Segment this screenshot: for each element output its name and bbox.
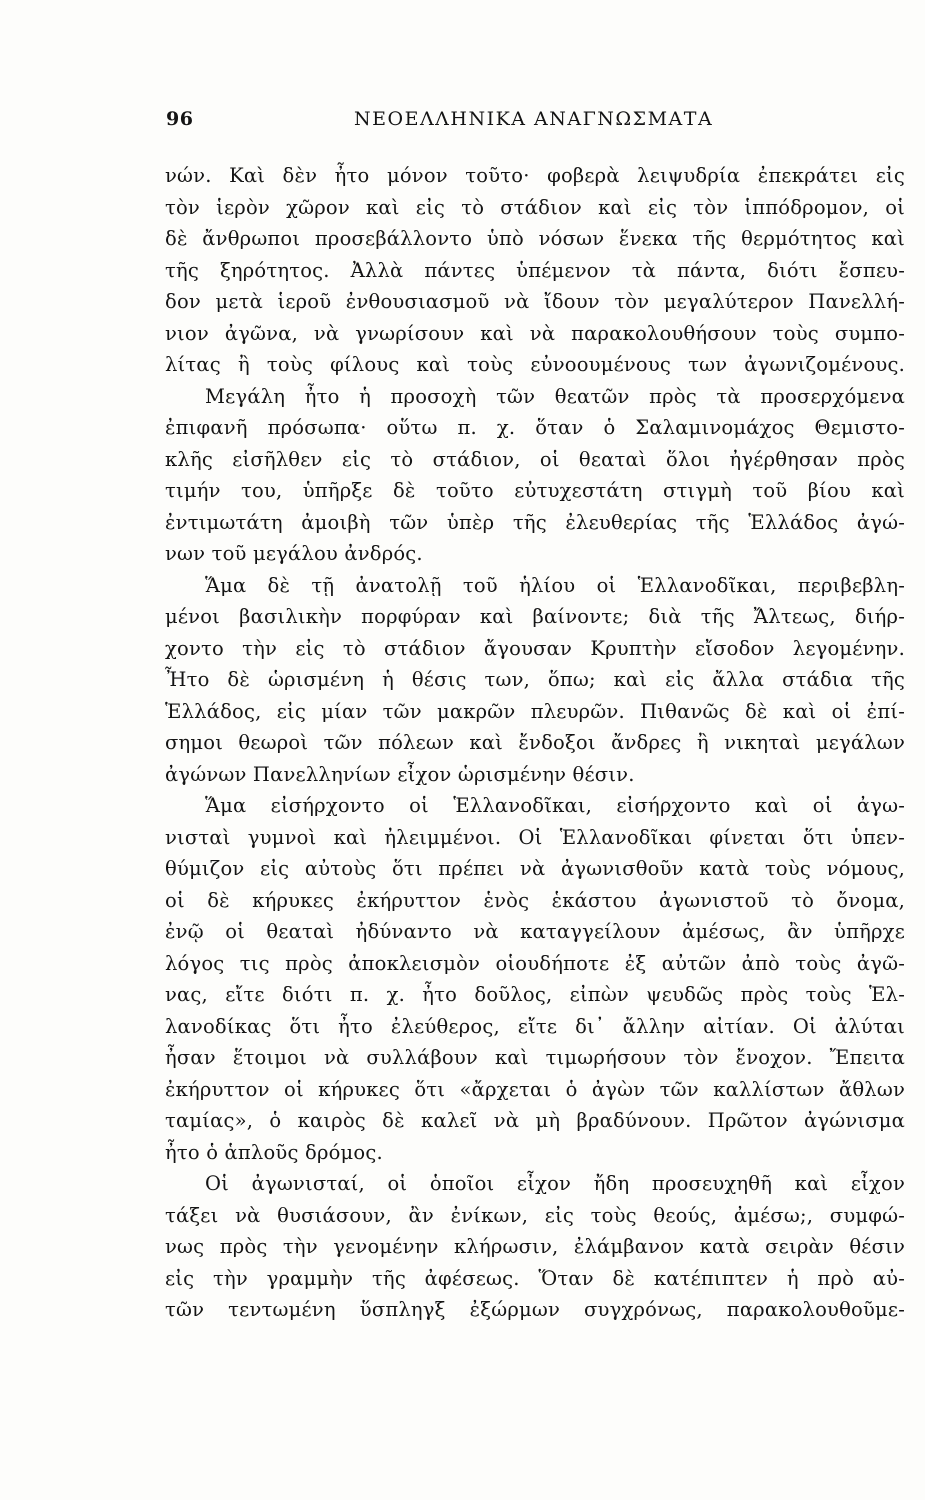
page-number: 96 [166, 108, 194, 130]
text-line: νων τοῦ μεγάλου ἀνδρός. [165, 542, 423, 565]
text-line: τάξει νὰ θυσιάσουν, ἂν ἐνίκων, εἰς τοὺς θεούς, ἀμέσω;, συμφώ- [165, 1203, 905, 1227]
text-line: νών. Καὶ δὲν ἦτο μόνον τοῦτο· φοβερὰ λειψυδρία ἐπεκράτει εἰς [165, 164, 905, 187]
text-line: νιον ἀγῶνα, νὰ γνωρίσουν καὶ νὰ παρακολουθήσουν τοὺς συμπο- [165, 321, 905, 345]
text-line: δον μετὰ ἱεροῦ ἐνθουσιασμοῦ νὰ ἴδουν τὸν μεγαλύτερον Πανελλή- [165, 290, 905, 313]
text-line: οἱ δὲ κήρυκες ἐκήρυττον ἑνὸς ἑκάστου ἀγωνιστοῦ τὸ ὄνομα, [165, 888, 905, 912]
text-line: Μεγάλη ἦτο ἡ προσοχὴ τῶν θεατῶν πρὸς τὰ προσερχόμενα [205, 384, 905, 408]
text-line: λανοδίκας ὅτι ἦτο ἐλεύθερος, εἴτε δι᾿ ἄλλην αἰτίαν. Οἱ ἀλύται [165, 1014, 905, 1038]
text-line: λόγος τις πρὸς ἀποκλεισμὸν οἱουδήποτε ἐξ αὐτῶν ἀπὸ τοὺς ἀγῶ- [165, 951, 905, 975]
page-header [158, 108, 903, 138]
text-line: νως πρὸς τὴν γενομένην κλήρωσιν, ἐλάμβανον κατὰ σειρὰν θέσιν [165, 1235, 905, 1258]
text-line: ταμίας», ὁ καιρὸς δὲ καλεῖ νὰ μὴ βραδύνουν. Πρῶτον ἀγώνισμα [165, 1109, 905, 1132]
text-line: δὲ ἄνθρωποι προσεβάλλοντο ὑπὸ νόσων ἕνεκα τῆς θερμότητος καὶ [165, 227, 905, 250]
running-title: ΝΕΟΕΛΛΗΝΙΚΑ ΑΝΑΓΝΩΣΜΑΤΑ [354, 108, 714, 130]
text-line: Οἱ ἀγωνισταί, οἱ ὁποῖοι εἶχον ἤδη προσευχηθῆ καὶ εἶχον [205, 1172, 905, 1195]
body-text [165, 160, 905, 1326]
text-line: τὸν ἱερὸν χῶρον καὶ εἰς τὸ στάδιον καὶ εἰς τὸν ἱππόδρομον, οἱ [165, 195, 905, 219]
text-line: ἐκήρυττον οἱ κήρυκες ὅτι «ἄρχεται ὁ ἀγὼν τῶν καλλίστων ἄθλων [165, 1077, 905, 1101]
text-line: θύμιζον εἰς αὐτοὺς ὅτι πρέπει νὰ ἀγωνισθοῦν κατὰ τοὺς νόμους, [165, 857, 905, 880]
text-line: ἐπιφανῆ πρόσωπα· οὕτω π. χ. ὅταν ὁ Σαλαμινομάχος Θεμιστο- [165, 416, 905, 439]
text-line: νισταὶ γυμνοὶ καὶ ἠλειμμένοι. Οἱ Ἑλλανοδῖκαι φίνεται ὅτι ὑπεν- [165, 825, 905, 849]
text-line: εἰς τὴν γραμμὴν τῆς ἀφέσεως. Ὅταν δὲ κατέπιπτεν ἡ πρὸ αὐ- [165, 1266, 905, 1290]
text-line: ἐνῷ οἱ θεαταὶ ἠδύναντο νὰ καταγγείλουν ἀμέσως, ἂν ὑπῆρχε [165, 920, 905, 943]
text-line: τιμήν του, ὑπῆρξε δὲ τοῦτο εὐτυχεστάτη στιγμὴ τοῦ βίου καὶ [165, 479, 905, 502]
text-line: τῆς ξηρότητος. Ἀλλὰ πάντες ὑπέμενον τὰ πάντα, διότι ἔσπευ- [165, 258, 905, 282]
text-line: ἐντιμωτάτη ἀμοιβὴ τῶν ὑπὲρ τῆς ἐλευθερίας τῆς Ἑλλάδος ἀγώ- [165, 510, 905, 534]
text-line: μένοι βασιλικὴν πορφύραν καὶ βαίνοντε; διὰ τῆς Ἄλτεως, διήρ- [165, 605, 905, 628]
text-line: ἀγώνων Πανελληνίων εἶχον ὡρισμένην θέσιν. [165, 762, 635, 786]
text-line: λίτας ἢ τοὺς φίλους καὶ τοὺς εὐνοουμένους των ἀγωνιζομένους. [165, 353, 905, 376]
text-line: ἦτο ὁ ἁπλοῦς δρόμος. [165, 1140, 383, 1164]
text-line: χοντο τὴν εἰς τὸ στάδιον ἄγουσαν Κρυπτὴν εἴσοδον λεγομένην. [165, 636, 905, 660]
text-line: Ἑλλάδος, εἰς μίαν τῶν μακρῶν πλευρῶν. Πιθανῶς δὲ καὶ οἱ ἐπί- [165, 699, 905, 723]
text-line: ἦσαν ἕτοιμοι νὰ συλλάβουν καὶ τιμωρήσουν τὸν ἔνοχον. Ἔπειτα [165, 1046, 905, 1069]
text-line: Ἅμα εἰσήρχοντο οἱ Ἑλλανοδῖκαι, εἰσήρχοντο καὶ οἱ ἀγω- [205, 794, 905, 817]
text-line: νας, εἴτε διότι π. χ. ἦτο δοῦλος, εἰπὼν ψευδῶς πρὸς τοὺς Ἑλ- [165, 983, 905, 1006]
text-line: Ἦτο δὲ ὡρισμένη ἡ θέσις των, ὅπω; καὶ εἰς ἄλλα στάδια τῆς [165, 668, 905, 691]
text-line: κλῆς εἰσῆλθεν εἰς τὸ στάδιον, οἱ θεαταὶ ὅλοι ἠγέρθησαν πρὸς [165, 447, 905, 471]
text-line: σημοι θεωροὶ τῶν πόλεων καὶ ἔνδοξοι ἄνδρες ἢ νικηταὶ μεγάλων [165, 731, 905, 754]
text-line: Ἅμα δὲ τῇ ἀνατολῇ τοῦ ἡλίου οἱ Ἑλλανοδῖκαι, περιβεβλη- [205, 573, 905, 597]
text-line: τῶν τεντωμένη ὕσπληγξ ἐξώρμων συγχρόνως, παρακολουθοῦμε- [165, 1298, 905, 1321]
